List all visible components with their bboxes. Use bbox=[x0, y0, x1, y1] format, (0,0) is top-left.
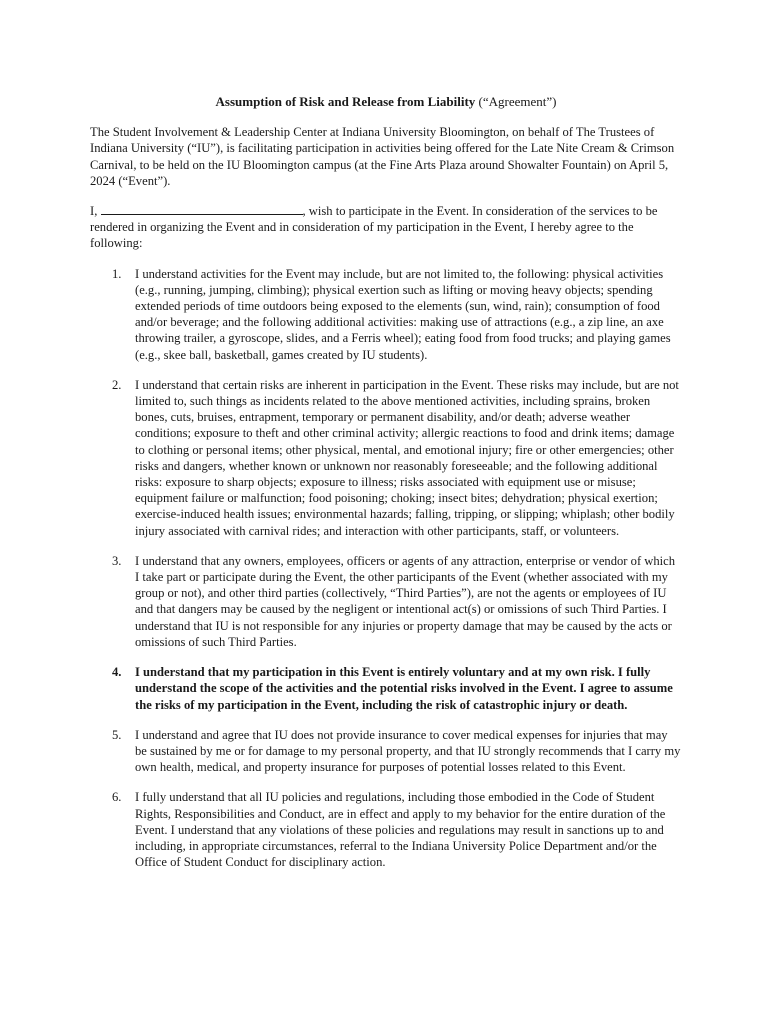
item-text-bold: I understand that my participation in this Event is entirely voluntary and at my own risk. I fully understand the scope of the activities and the potential risks involved in the Event. I agree to assume the risks of my participation in the Event, including the risk of catastrophic injury or death. bbox=[135, 665, 673, 712]
list-item bbox=[90, 789, 682, 870]
item-text: I understand that certain risks are inherent in participation in the Event. These risks may include, but are not limited to, such things as incidents related to the above mentioned activities, including sprains, broken bones, cuts, bruises, entrapment, temporary or permanent disability, and/or death; adverse weather conditions; exposure to theft and other criminal activity; allergic reactions to food and drink items; damage to clothing or personal items; other physical, mental, and emotional injury; fire or other emergencies; other risks and dangers, whether known or unknown nor reasonably foreseeable; and the following additional risks: exposure to sharp objects; exposure to illness; risks associated with equipment use or misuse; equipment failure or malfunction; food poisoning; choking; insect bites; dehydration; physical exertion; exercise-induced health issues; environmental hazards; falling, tripping, or slipping; whiplash; other bodily injury associated with carnival rides; and interaction with other participants, staff, or volunteers. bbox=[135, 377, 679, 538]
item-number: 2. bbox=[112, 377, 122, 392]
item-number: 3. bbox=[112, 553, 122, 568]
name-blank-line bbox=[101, 203, 303, 215]
title-bold: Assumption of Risk and Release from Liability bbox=[215, 94, 476, 109]
item-text: I fully understand that all IU policies and regulations, including those embodied in the Code of Student Rights, Responsibilities and Conduct, are in effect and apply to my behavior for the entire duration of the Event. I understand that any violations of these policies and regulations may result in sanctions up to and including, in appropriate circumstances, referral to the Indiana University Police Department and/or the Office of Student Conduct for disciplinary action. bbox=[135, 790, 666, 870]
item-text: I understand activities for the Event may include, but are not limited to, the following: physical activities (e.g., running, jumping, climbing); physical exertion such as lifting or moving heavy objects; spending extended periods of time outdoors being exposed to the elements (sun, wind, rain); consumption of food and/or beverage; and the following additional activities: making use of attractions (e.g., a zip line, an axe throwing trailer, a gyroscope, slides, and a Ferris wheel); eating food from food trucks; and playing games (e.g., skee ball, basketball, games created by IU students). bbox=[135, 266, 671, 362]
list-item bbox=[90, 664, 682, 713]
item-number: 1. bbox=[112, 266, 122, 281]
item-number: 5. bbox=[112, 727, 122, 742]
declaration-paragraph bbox=[90, 203, 682, 252]
list-item bbox=[90, 727, 682, 776]
list-item bbox=[90, 377, 682, 539]
list-item bbox=[90, 553, 682, 650]
item-text: I understand that any owners, employees, officers or agents of any attraction, enterprise or vendor of which I take part or participate during the Event, the other participants of the Event (whether associated with my group or not), and other third parties (collectively, “Third Parties”), are not the agents or employees of IU and that dangers may be caused by the negligent or intentional act(s) or omissions of such Third Parties. I understand that IU is not responsible for any injuries or property damage that may be caused by the acts or omissions of such Third Parties. bbox=[135, 553, 676, 649]
title-suffix: (“Agreement”) bbox=[478, 94, 557, 109]
declaration-suffix: , wish to participate in the Event. In consideration of the services to be rendered in organizing the Event and in consideration of my participation in the Event, I hereby agree to the following: bbox=[90, 204, 658, 251]
terms-list bbox=[90, 266, 682, 871]
document-title bbox=[90, 94, 682, 110]
declaration-prefix: I, bbox=[90, 204, 98, 219]
document-page bbox=[90, 94, 682, 884]
item-number: 6. bbox=[112, 790, 122, 805]
item-text: I understand and agree that IU does not provide insurance to cover medical expenses for injuries that may be sustained by me or for damage to my personal property, and that IU strongly recommends that I carry my own health, medical, and property insurance for purposes of potential losses related to this Event. bbox=[135, 727, 681, 775]
intro-paragraph: The Student Involvement & Leadership Center at Indiana University Bloomington, on behalf of The Trustees of Indiana University (“IU”), is facilitating participation in activities being offered for the Late Nite Cream & Crimson Carnival, to be held on the IU Bloomington campus (at the Fine Arts Plaza around Showalter Fountain) on April 5, 2024 (“Event”). bbox=[90, 125, 675, 188]
item-number: 4. bbox=[112, 665, 122, 680]
list-item bbox=[90, 266, 682, 363]
